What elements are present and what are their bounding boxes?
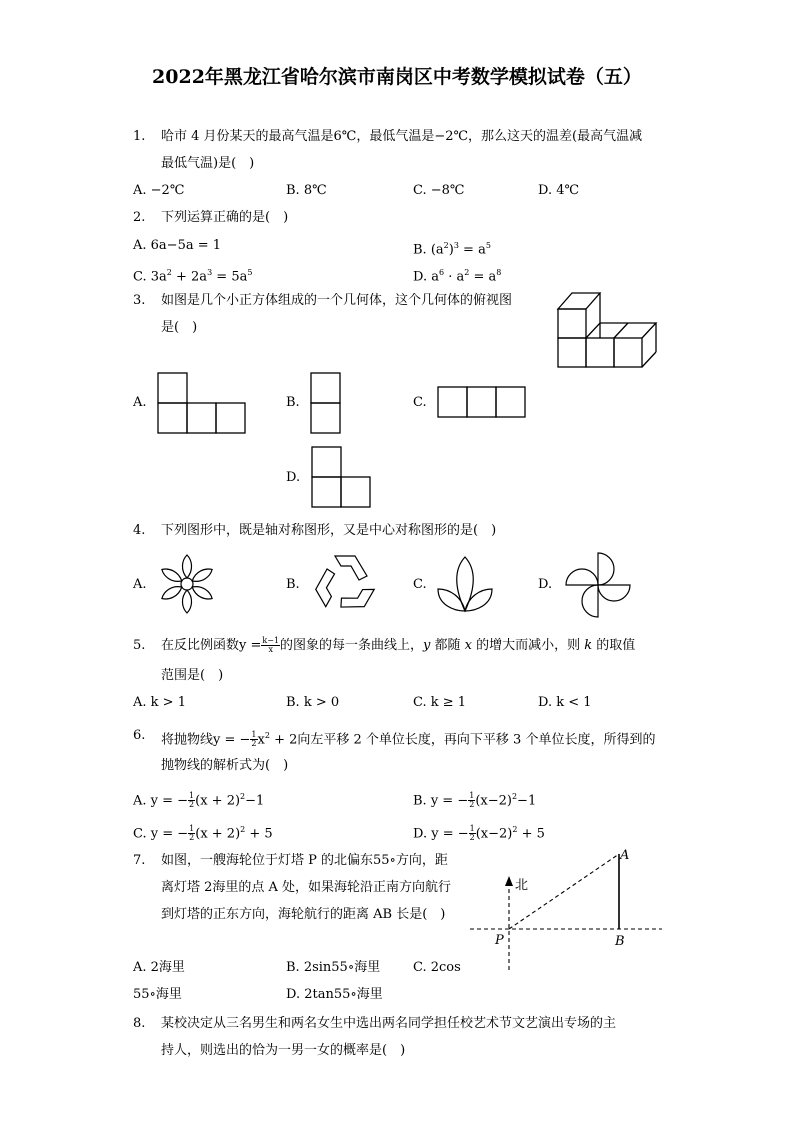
q7-text-line3: 到灯塔的正东方向，海轮航行的距离 AB 长是( ) xyxy=(161,907,446,922)
q7-option-d: D. 2tan55∘海里 xyxy=(286,987,383,1002)
q4-option-b-label: B. xyxy=(286,577,300,592)
q7-text-line1: 如图，一艘海轮位于灯塔 P 的北偏东55∘方向，距 xyxy=(161,853,448,868)
q7-option-a: A. 2海里 xyxy=(133,960,185,975)
q1-option-b: B. 8℃ xyxy=(286,183,327,198)
q1-text-line1: 哈市 4 月份某天的最高气温是6℃，最低气温是−2℃，那么这天的温差(最高气温减 xyxy=(161,129,643,144)
q3-option-c-figure xyxy=(437,386,527,419)
q5-option-b: B. k > 0 xyxy=(286,695,340,710)
q3-text-line1: 如图是几个小正方体组成的一个几何体，这个几何体的俯视图 xyxy=(161,293,513,308)
q3-number: 3. xyxy=(133,293,146,308)
q6-number: 6. xyxy=(133,728,146,743)
q1-text-line2: 最低气温)是( ) xyxy=(161,156,255,171)
q4-number: 4. xyxy=(133,523,146,538)
q6-option-b: B. y = − $\frac{1}{2}$ $(x-2)^2-1$ xyxy=(413,791,537,810)
q2-option-c: C. $3a^2 + 2a^3 = 5a^5$ xyxy=(133,268,253,285)
q7-north-label: 北 xyxy=(515,878,529,893)
q5-option-a: A. k > 1 xyxy=(133,695,186,710)
q4-option-a-label: A. xyxy=(133,577,147,592)
q8-number: 8. xyxy=(133,1016,146,1031)
q3-option-d-label: D. xyxy=(286,470,301,485)
q7-text-line2: 离灯塔 2海里的点 A 处，如果海轮沿正南方向航行 xyxy=(161,880,452,895)
q4-option-d-pinwheel xyxy=(563,550,633,620)
q7-option-c-cont: 55∘海里 xyxy=(133,987,182,1002)
page-title: 2022年黑龙江省哈尔滨市南岗区中考数学模拟试卷（五） xyxy=(152,66,642,88)
q3-solid-figure xyxy=(555,290,665,370)
q7-option-b: B. 2sin55∘海里 xyxy=(286,960,381,975)
q5-text-line2: 范围是( ) xyxy=(161,668,224,683)
q6-option-d: D. y = − $\frac{1}{2}$ $(x-2)^2 + 5$ xyxy=(413,824,545,843)
q6-text-line2: 抛物线的解析式为( ) xyxy=(161,758,289,773)
q5-text-line1: 在反比例函数y = $\frac{k-1}{x}$ 的图象的每一条曲线上，y 都随 x 的增大而减小，则 k 的取值 xyxy=(161,636,636,654)
q4-text: 下列图形中，既是轴对称图形，又是中心对称图形的是( ) xyxy=(161,523,497,538)
q1-number: 1. xyxy=(133,129,146,144)
q7-point-p: P xyxy=(495,933,504,948)
q4-option-c-label: C. xyxy=(413,577,427,592)
q4-option-b-recycle xyxy=(311,553,379,615)
q7-option-c: C. 2cos xyxy=(413,960,461,975)
q5-number: 5. xyxy=(133,638,146,653)
q8-text-line2: 持人，则选出的恰为一男一女的概率是( ) xyxy=(161,1043,406,1058)
q7-point-b: B xyxy=(615,934,625,949)
q1-option-c: C. −8℃ xyxy=(413,183,465,198)
q7-number: 7. xyxy=(133,853,146,868)
q3-option-a-figure xyxy=(157,372,247,435)
q6-text-line1: 将抛物线y = − $\frac{1}{2}$ $x^2 + 2$向左平移 2 个单位长度，再向下平移 3 个单位长度，所得到的 xyxy=(161,730,656,749)
q3-option-d-figure xyxy=(311,446,372,509)
q1-option-d: D. 4℃ xyxy=(538,183,580,198)
q8-text-line1: 某校决定从三名男生和两名女生中选出两名同学担任校艺术节文艺演出专场的主 xyxy=(161,1016,617,1031)
q2-number: 2. xyxy=(133,210,146,225)
q5-option-d: D. k < 1 xyxy=(538,695,592,710)
q2-text: 下列运算正确的是( ) xyxy=(161,210,289,225)
q3-option-a-label: A. xyxy=(133,395,147,410)
q5-option-c: C. k ≥ 1 xyxy=(413,695,467,710)
q3-option-c-label: C. xyxy=(413,395,427,410)
q6-option-c: C. y = − $\frac{1}{2}$ $(x + 2)^2 + 5$ xyxy=(133,824,273,843)
q7-point-a: A xyxy=(620,848,630,863)
q3-text-line2: 是( ) xyxy=(161,320,198,335)
q2-option-a: A. 6a−5a = 1 xyxy=(133,238,222,253)
q4-option-a-flower xyxy=(156,553,218,615)
q3-option-b-label: B. xyxy=(286,395,300,410)
q7-figure xyxy=(470,846,665,974)
q6-option-a: A. y = − $\frac{1}{2}$ $(x + 2)^2-1$ xyxy=(133,791,265,810)
q3-option-b-figure xyxy=(310,372,342,435)
q2-option-b: B. $(a^2)^3 = a^5$ xyxy=(413,241,491,258)
q1-option-a: A. −2℃ xyxy=(133,183,185,198)
q2-option-d: D. $a^6 \cdot a^2 = a^8$ xyxy=(413,268,502,285)
q4-option-d-label: D. xyxy=(538,577,553,592)
q4-option-c-lotus xyxy=(436,553,494,615)
